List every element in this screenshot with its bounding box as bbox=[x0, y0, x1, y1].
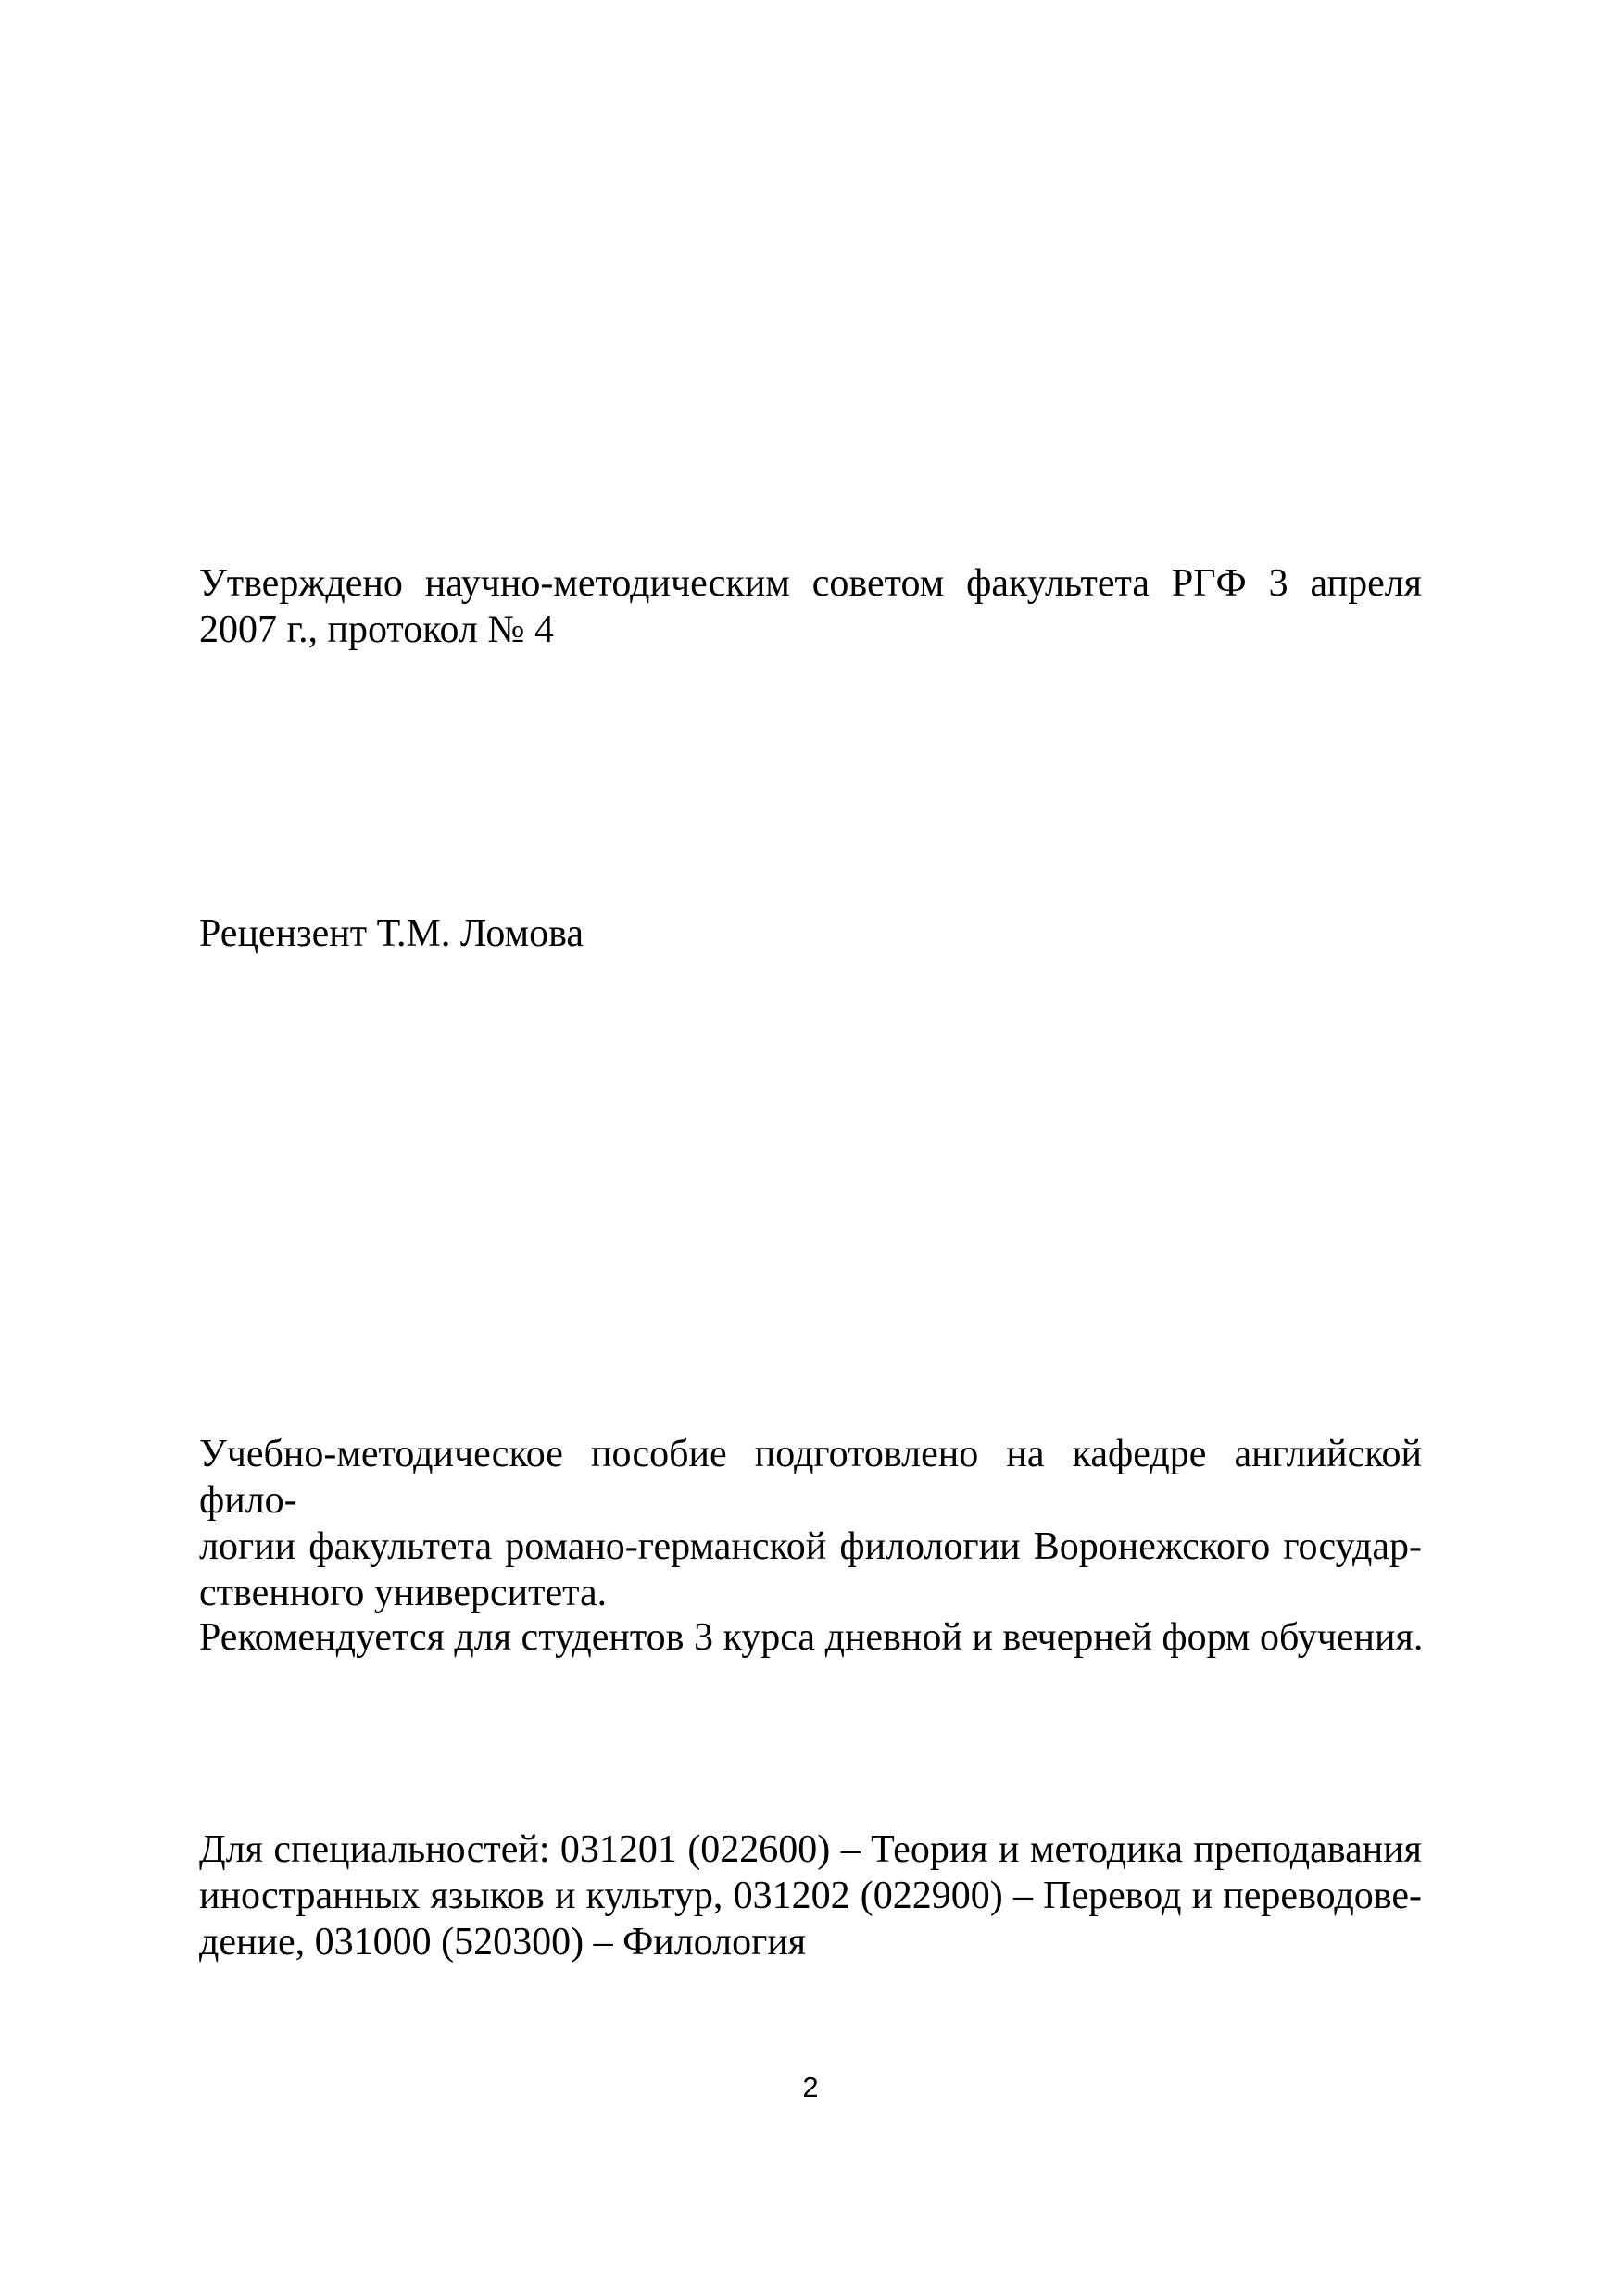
reviewer-statement bbox=[199, 910, 1422, 957]
specialties-line-3: дение, 031000 (520300) – Филология bbox=[199, 1921, 807, 1964]
prepared-statement bbox=[199, 1431, 1422, 1616]
specialties-line-2: иностранных языков и культур, 031202 (022900) – Перевод и переводове- bbox=[199, 1875, 1422, 1917]
approval-line-2: 2007 г., протокол № 4 bbox=[199, 609, 554, 651]
prepared-line-3: ственного университета. bbox=[199, 1572, 608, 1614]
prepared-line-1: Учебно-методическое пособие подготовлено на кафедре английской фило- bbox=[199, 1433, 1422, 1522]
prepared-line-2: логии факультета романо-германской филологии Воронежского государ- bbox=[199, 1525, 1422, 1568]
recommendation-line: Рекомендуется для студентов 3 курса дневной и вечерней форм обучения. bbox=[199, 1616, 1424, 1659]
page-number: 2 bbox=[802, 2071, 819, 2103]
reviewer-line: Рецензент Т.М. Ломова bbox=[199, 912, 584, 955]
recommendation-statement bbox=[199, 1614, 1422, 1661]
approval-line-1: Утверждено научно-методическим советом факультета РГФ 3 апреля bbox=[199, 562, 1422, 605]
specialties-statement bbox=[199, 1826, 1422, 1965]
specialties-line-1: Для специальностей: 031201 (022600) – Теория и методика преподавания bbox=[199, 1828, 1422, 1871]
approval-statement bbox=[199, 560, 1422, 653]
